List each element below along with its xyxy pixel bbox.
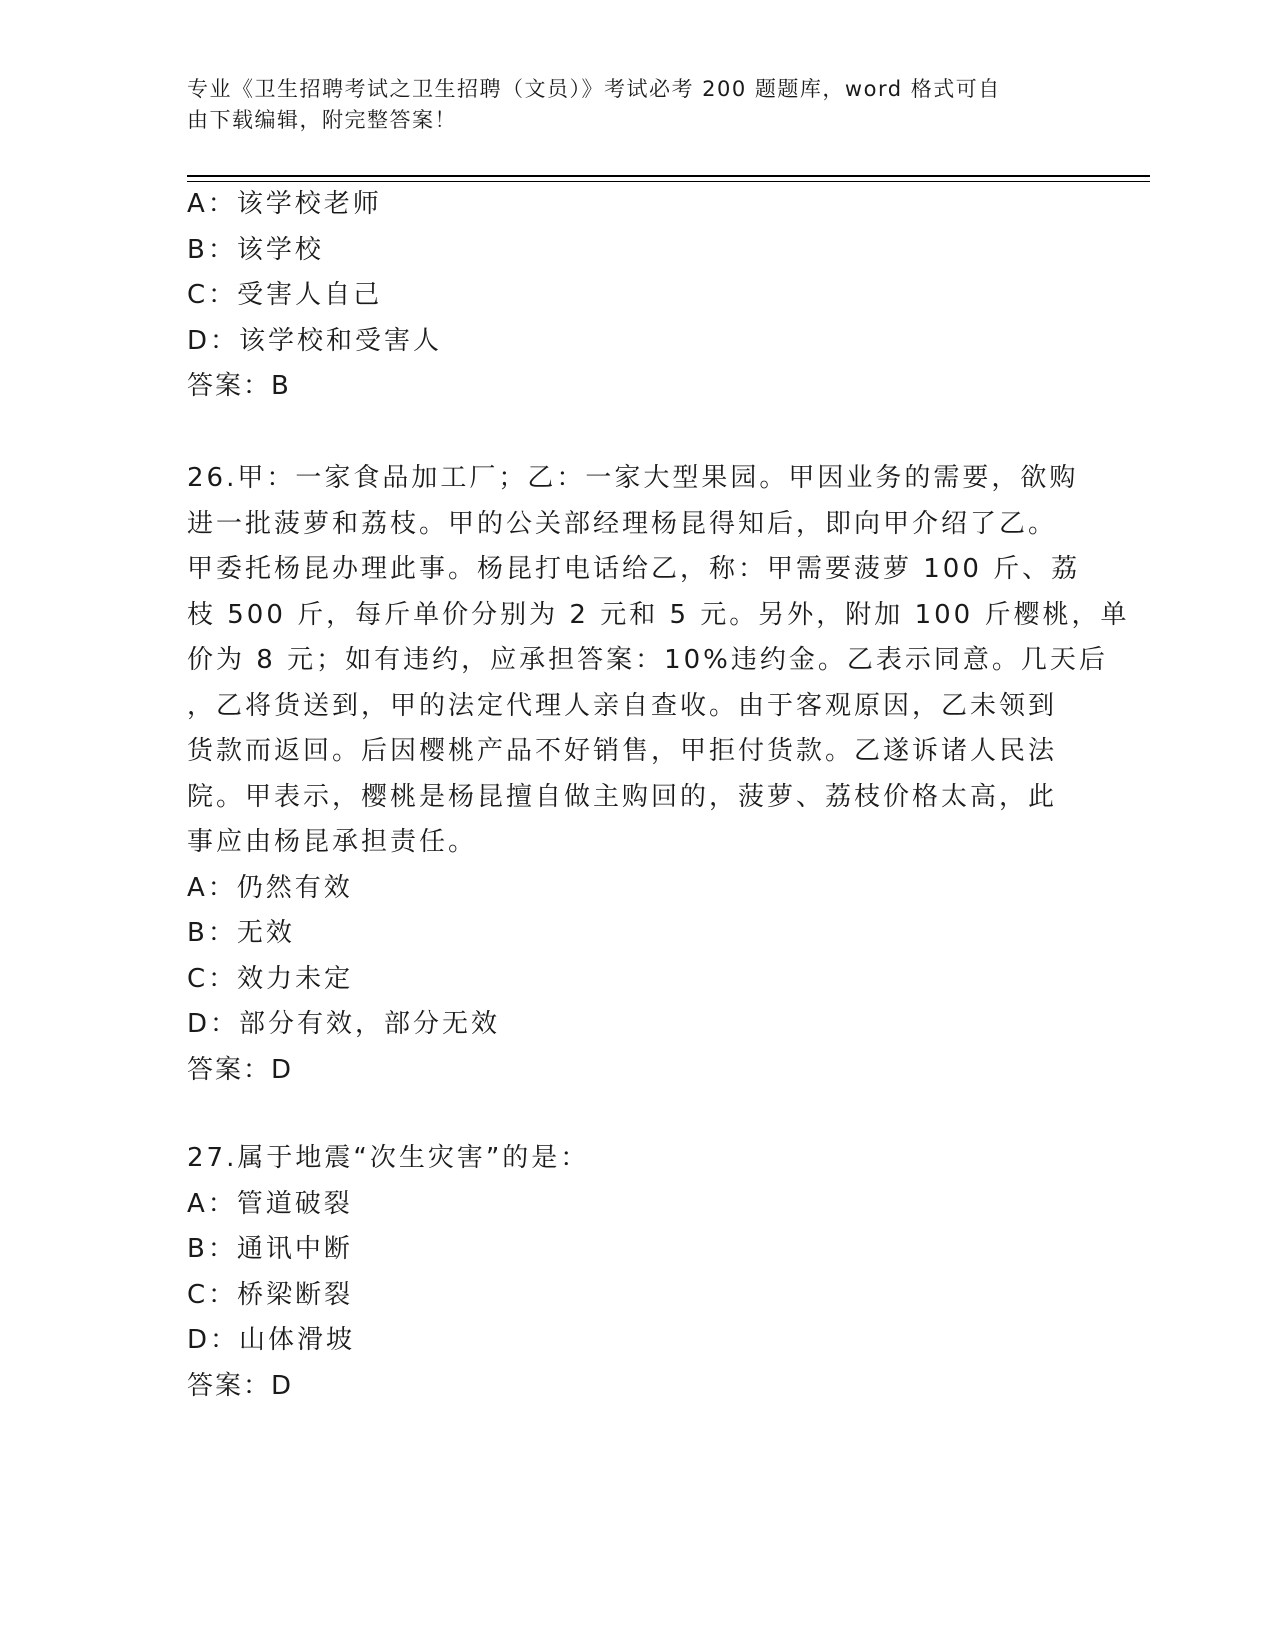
option-d: D：该学校和受害人 [187,325,443,356]
option-a: A：管道破裂 [187,1188,353,1219]
header-divider-thick [187,175,1150,177]
answer-line: 答案：D [187,1370,294,1401]
answer-line: 答案：B [187,371,291,401]
option-b: B：通讯中断 [187,1234,353,1264]
question-27-block [187,1136,1087,1409]
stem-line: 院。甲表示，樱桃是杨昆擅自做主购回的，菠萝、荔枝价格太高，此 [187,781,1058,812]
option-c: C：桥梁断裂 [187,1279,354,1310]
stem-line: 价为 8 元；如有违约，应承担答案：10%违约金。乙表示同意。几天后 [187,645,1108,675]
option-c: C：受害人自己 [187,280,383,310]
option-a: A：仍然有效 [187,872,353,903]
option-d: D：部分有效，部分无效 [187,1009,501,1039]
header-line-1: 专业《卫生招聘考试之卫生招聘（文员）》考试必考 200 题题库，word 格式可自 [187,77,1001,101]
option-b: B：无效 [187,918,295,948]
question-26-block [187,456,1130,1093]
option-d: D：山体滑坡 [187,1325,356,1355]
stem-line: 26.甲：一家食品加工厂；乙：一家大型果园。甲因业务的需要，欲购 [187,463,1079,493]
stem-line: 枝 500 斤，每斤单价分别为 2 元和 5 元。另外，附加 100 斤樱桃，单 [187,599,1130,630]
stem-line: 进一批菠萝和荔枝。甲的公关部经理杨昆得知后，即向甲介绍了乙。 [187,508,1058,539]
option-c: C：效力未定 [187,963,354,994]
question-27-stem: 27.属于地震“次生灾害”的是： [187,1143,590,1173]
option-a: A：该学校老师 [187,189,382,219]
question-26-stem [187,456,1130,866]
stem-line: 事应由杨昆承担责任。 [187,827,478,857]
document-header [187,74,1067,136]
header-line-2: 由下载编辑，附完整答案！ [187,108,457,132]
option-b: B：该学校 [187,234,324,265]
stem-line: ，乙将货送到，甲的法定代理人亲自查收。由于客观原因，乙未领到 [187,690,1058,721]
question-25-block [187,182,1087,410]
stem-line: 甲委托杨昆办理此事。杨昆打电话给乙，称：甲需要菠萝 100 斤、荔 [187,554,1081,584]
stem-line: 货款而返回。后因樱桃产品不好销售，甲拒付货款。乙遂诉诸人民法 [187,736,1058,766]
answer-line: 答案：D [187,1054,294,1085]
